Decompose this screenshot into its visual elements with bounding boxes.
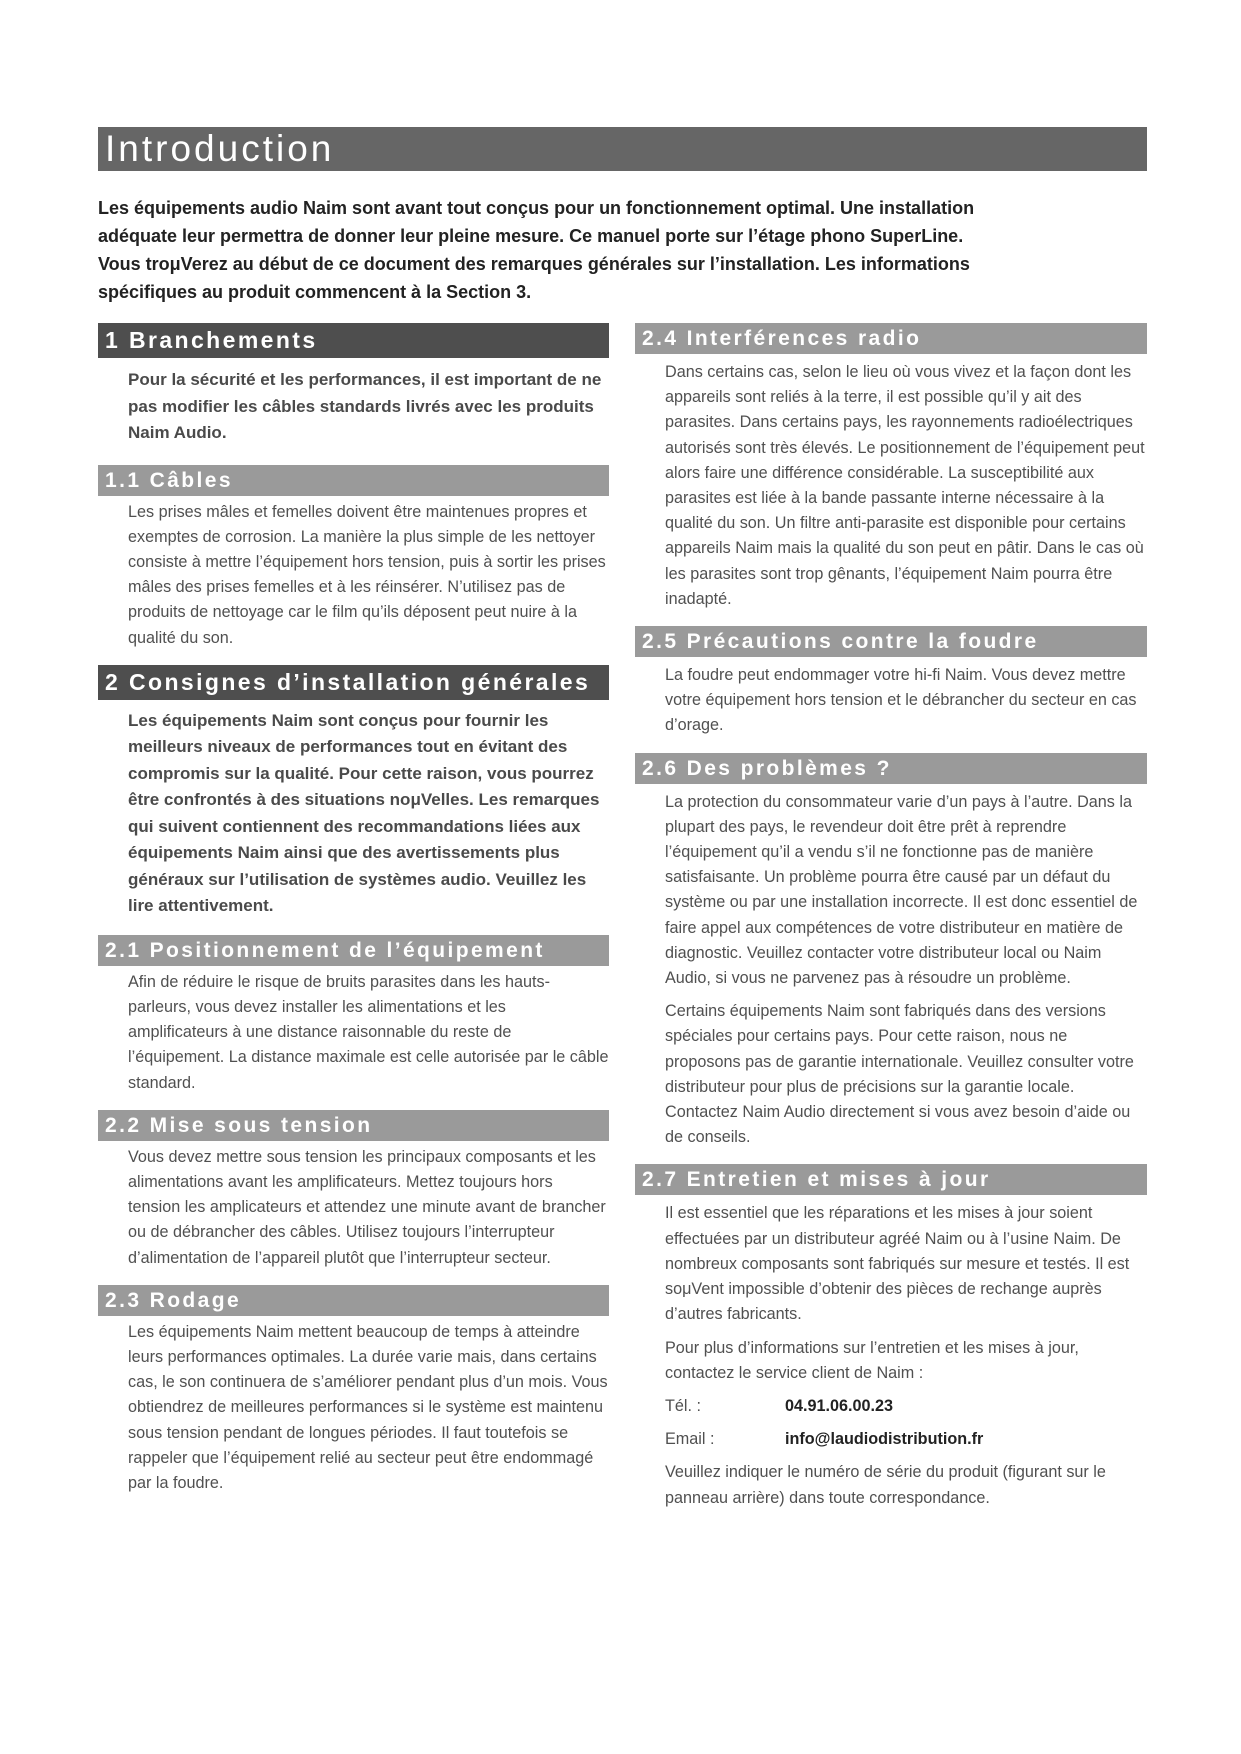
contact-tel-row: [635, 1394, 1147, 1419]
section-1-text: Pour la sécurité et les performances, il est important de ne pas modifier les câbles standards livrés avec les produits Naim Audio.: [128, 370, 602, 442]
right-column: [635, 323, 1147, 1511]
section-1-heading: 1 Branchements: [98, 323, 609, 358]
section-2-6-heading: 2.6 Des problèmes ?: [635, 753, 1147, 784]
tel-value: 04.91.06.00.23: [785, 1396, 894, 1415]
section-2-2-text: Vous devez mettre sous tension les principaux composants et les alimentations avant les amplificateurs. Mettez toujours hors tension les amplicateurs et attendez une minute avant de brancher ou de débrancher des câbles. Utilisez toujours l’interrupteur d’alimentation de l’appareil plutôt que l’interrupteur secteur.: [128, 1147, 606, 1267]
page-title: Introduction: [98, 127, 1147, 171]
section-2-7-text-1: Il est essentiel que les réparations et les mises à jour soient effectuées par un distributeur agréé Naim ou à l’usine Naim. De nombreux composants sont fabriqués sur mesure et testés. Il est soμVent impossible d’obtenir des pièces de rechange auprès d’autres fabricants.: [665, 1204, 1130, 1324]
section-2-1-heading: 2.1 Positionnement de l’équipement: [98, 935, 609, 966]
section-2-heading: 2 Consignes d’installation générales: [98, 665, 609, 700]
section-2-4-text: Dans certains cas, selon le lieu où vous vivez et la façon dont les appareils sont reliés à la terre, il est possible qu’il y ait des parasites. Dans certains pays, les rayonnements radioélectriques autorisés sont très élevés. Le positionnement de l’équipement peut alors faire une différence considérable. La susceptibilité aux parasites est liée à la bande passante interne nécessaire à la qualité du son. Un filtre anti-parasite est disponible pour certains appareils Naim mais la qualité du son peut en pâtir. Dans le cas où les parasites sont trop gênants, l’équipement Naim pourra être inadapté.: [665, 363, 1145, 608]
section-2-1-text: Afin de réduire le risque de bruits parasites dans les hauts-parleurs, vous devez installer les alimentations et les amplificateurs à une distance raisonnable du reste de l’équipement. La distance maximale est celle autorisée par le câble standard.: [128, 972, 609, 1092]
section-2-7-heading: 2.7 Entretien et mises à jour: [635, 1164, 1147, 1195]
email-value: info@laudiodistribution.fr: [785, 1430, 984, 1449]
section-2-4-heading: 2.4 Interférences radio: [635, 323, 1147, 354]
intro-paragraph: Les équipements audio Naim sont avant tout conçus pour un fonctionnement optimal. Une installation adéquate leur permettra de donner leur pleine mesure. Ce manuel porte sur l’étage phono SuperLine. Vous troμVerez au début de ce document des remarques générales sur l’installation. Les informations spécifiques au produit commencent à la Section 3.: [98, 198, 975, 302]
section-1-1-text: Les prises mâles et femelles doivent être maintenues propres et exemptes de corrosion. La manière la plus simple de les nettoyer consiste à mettre l’équipement hors tension, puis à sortir les prises mâles des prises femelles et à les réinsérer. N’utilisez pas de produits de nettoyage car le film qu’ils déposent peut nuire à la qualité du son.: [128, 502, 606, 647]
section-1-1-heading: 1.1 Câbles: [98, 465, 609, 496]
section-2-3-text: Les équipements Naim mettent beaucoup de temps à atteindre leurs performances optimales. La durée varie mais, dans certains cas, le son continuera de s’améliorer pendant plus d’un mois. Vous obtiendrez de meilleures performances si le système est maintenu sous tension pendant de longues périodes. Il faut toutefois se rappeler que l’équipement relié au secteur peut être endommagé par la foudre.: [128, 1322, 608, 1492]
left-column: [98, 323, 609, 1496]
section-2-5-text: La foudre peut endommager votre hi-fi Naim. Vous devez mettre votre équipement hors tension et le débrancher du secteur en cas d’orage.: [665, 666, 1137, 735]
section-2-5-heading: 2.5 Précautions contre la foudre: [635, 626, 1147, 657]
section-2-text: Les équipements Naim sont conçus pour fournir les meilleurs niveaux de performances tout en évitant des compromis sur la qualité. Pour cette raison, vous pourrez être confrontés à des situations noμVelles. Les remarques qui suivent contiennent des recommandations liées aux équipements Naim ainsi que des avertissements plus généraux sur l’utilisation de systèmes audio. Veuillez les lire attentivement.: [128, 710, 600, 916]
section-2-2-heading: 2.2 Mise sous tension: [98, 1110, 609, 1141]
section-2-6-text-1: La protection du consommateur varie d’un pays à l’autre. Dans la plupart des pays, le revendeur doit être prêt à reprendre l’équipement qu’il a vendu s’il ne fonctionne pas de manière satisfaisante. Un problème pourra être causé par un défaut du système ou par une installation incorrecte. Il est donc essentiel de faire appel aux compétences de votre distributeur en matière de diagnostic. Veuillez contacter votre distributeur local ou Naim Audio, si vous ne parvenez pas à résoudre un problème.: [665, 792, 1138, 988]
section-2-7-text-3: Veuillez indiquer le numéro de série du produit (figurant sur le panneau arrière) dans toute correspondance.: [665, 1463, 1106, 1507]
section-2-7-text-2: Pour plus d’informations sur l’entretien et les mises à jour, contactez le service client de Naim :: [665, 1338, 1079, 1382]
tel-label: Tél. :: [665, 1396, 701, 1415]
section-2-6-text-2: Certains équipements Naim sont fabriqués dans des versions spéciales pour certains pays. Pour cette raison, nous ne proposons pas de garantie internationale. Veuillez consulter votre distributeur pour plus de précisions sur la garantie locale. Contactez Naim Audio directement si vous avez besoin d’aide ou de conseils.: [665, 1002, 1134, 1147]
contact-email-row: [635, 1427, 1147, 1452]
section-2-3-heading: 2.3 Rodage: [98, 1285, 609, 1316]
email-label: Email :: [665, 1430, 715, 1449]
